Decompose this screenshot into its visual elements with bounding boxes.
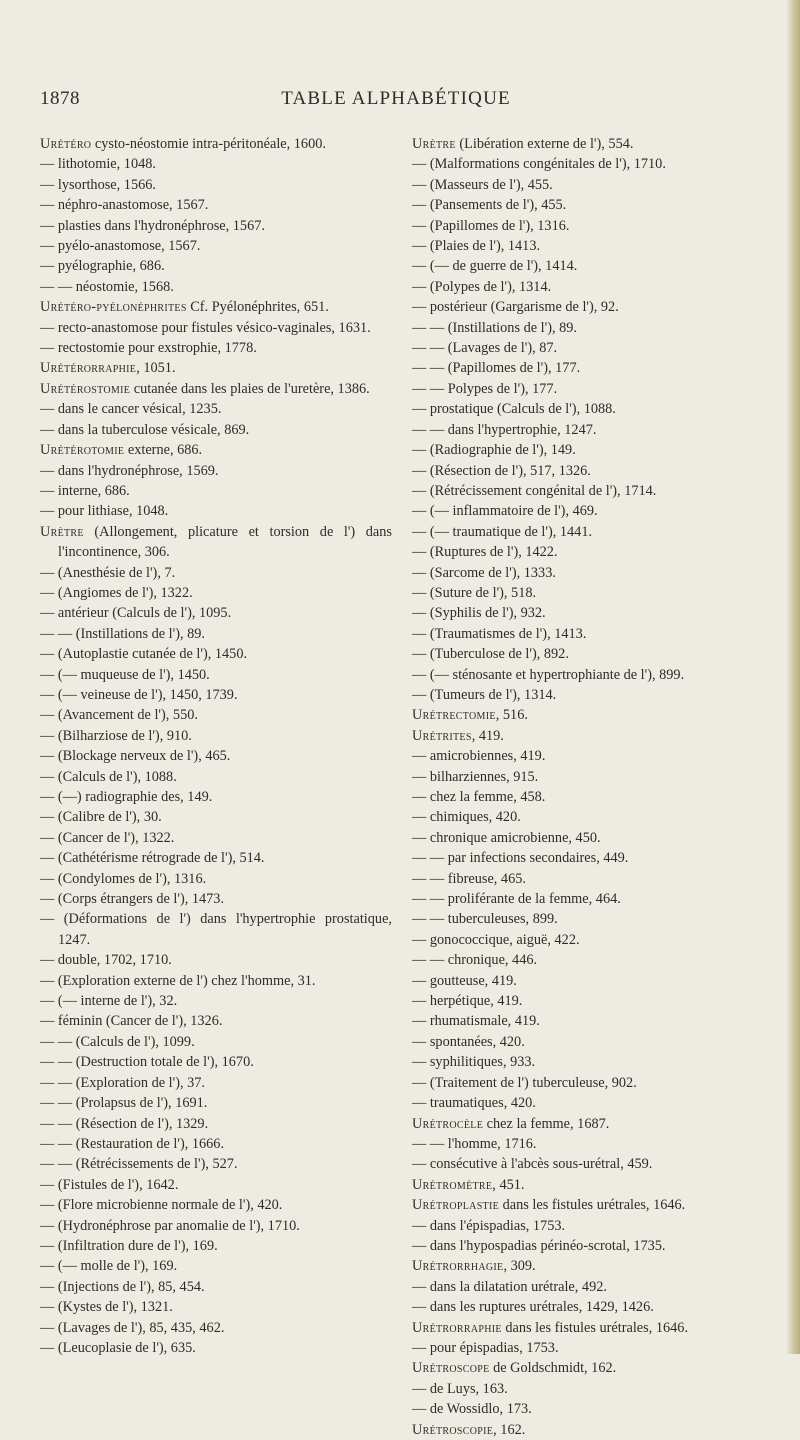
entry-text: — (Kystes de l'), 1321.	[40, 1299, 173, 1316]
entry-text: — (Injections de l'), 85, 454.	[40, 1278, 205, 1295]
index-entry	[40, 746, 392, 766]
index-entry	[412, 1154, 767, 1174]
index-entry	[40, 1277, 392, 1297]
index-entry	[40, 767, 392, 787]
entry-text: dans les fistules urétrales, 1646.	[499, 1197, 686, 1214]
index-entry	[412, 685, 767, 705]
entry-headword: Urétroscopie	[412, 1421, 494, 1438]
page-header	[40, 88, 752, 116]
index-entry	[412, 1399, 767, 1419]
entry-text: — — (Restauration de l'), 1666.	[40, 1135, 225, 1152]
index-entry	[412, 1277, 767, 1297]
index-entry	[40, 991, 392, 1011]
index-entry	[412, 991, 767, 1011]
index-entry	[412, 787, 767, 807]
entry-text: — — l'homme, 1716.	[412, 1135, 537, 1152]
entry-text: — — par infections secondaires, 449.	[412, 850, 629, 867]
entry-text: , 162.	[493, 1421, 526, 1438]
entry-headword: Urétérostomie	[40, 380, 131, 397]
index-entry	[40, 1175, 392, 1195]
entry-text: — gonococcique, aiguë, 422.	[412, 931, 580, 948]
entry-text: — (— traumatique de l'), 1441.	[412, 523, 593, 540]
entry-text: — — Polypes de l'), 177.	[412, 380, 558, 397]
entry-headword: Urètre	[40, 523, 84, 540]
entry-text: — (Déformations de l') dans l'hypertrophie prostatique, 1247.	[40, 911, 392, 948]
entry-text: — (— molle de l'), 169.	[40, 1258, 178, 1275]
entry-text: — dans la tuberculose vésicale, 869.	[40, 421, 250, 438]
index-entry	[40, 277, 392, 297]
index-entry	[412, 583, 767, 603]
entry-text: — (Fistules de l'), 1642.	[40, 1176, 179, 1193]
entry-text: , 309.	[503, 1258, 536, 1275]
entry-text: — (Résection de l'), 517, 1326.	[412, 462, 591, 479]
index-entry	[412, 1114, 767, 1134]
entry-text: cysto-néostomie intra-péritonéale, 1600.	[91, 136, 326, 152]
entry-text: — (Sarcome de l'), 1333.	[412, 564, 556, 581]
entry-text: — (Flore microbienne normale de l'), 420.	[40, 1197, 283, 1214]
index-entry	[40, 1216, 392, 1236]
entry-headword: Urétrites	[412, 727, 472, 744]
entry-text: — dans la dilatation urétrale, 492.	[412, 1278, 607, 1295]
index-entry	[412, 705, 767, 725]
entry-text: — (Condylomes de l'), 1316.	[40, 870, 207, 887]
entry-text: — — (Calculs de l'), 1099.	[40, 1033, 195, 1050]
index-entry	[40, 195, 392, 215]
index-entry	[40, 1011, 392, 1031]
entry-text: — rectostomie pour exstrophie, 1778.	[40, 340, 257, 357]
index-entry	[40, 420, 392, 440]
index-entry	[40, 787, 392, 807]
index-entry	[40, 440, 392, 460]
entry-text: — traumatiques, 420.	[412, 1095, 536, 1112]
entry-text: — (—) radiographie des, 149.	[40, 789, 213, 805]
index-entry	[40, 1114, 392, 1134]
index-entry	[40, 216, 392, 236]
entry-text: — (Masseurs de l'), 455.	[412, 176, 553, 193]
index-entry	[40, 1032, 392, 1052]
entry-text: — (Papillomes de l'), 1316.	[412, 217, 570, 234]
index-entry	[412, 522, 767, 542]
index-entry	[40, 1236, 392, 1256]
entry-text: — (Leucoplasie de l'), 635.	[40, 1339, 196, 1356]
entry-text: — chez la femme, 458.	[412, 789, 546, 805]
index-entry	[412, 338, 767, 358]
entry-text: — — fibreuse, 465.	[412, 870, 526, 887]
index-entry	[412, 1195, 767, 1215]
index-entry	[40, 379, 392, 399]
index-entry	[40, 1318, 392, 1338]
index-entry	[40, 583, 392, 603]
entry-text: — (Suture de l'), 518.	[412, 584, 537, 601]
entry-text: Cf. Pyélonéphrites, 651.	[186, 299, 329, 316]
index-entry	[40, 1338, 392, 1358]
index-entry	[412, 828, 767, 848]
index-entry	[412, 603, 767, 623]
entry-headword: Urétrocèle	[412, 1115, 484, 1132]
index-entry	[412, 746, 767, 766]
entry-text: — (Polypes de l'), 1314.	[412, 278, 552, 295]
index-entry	[412, 236, 767, 256]
index-entry	[40, 705, 392, 725]
index-entry	[40, 685, 392, 705]
entry-headword: Urétrorrhagie	[412, 1258, 504, 1275]
index-entry	[40, 1052, 392, 1072]
entry-text: — (Tumeurs de l'), 1314.	[412, 686, 557, 703]
entry-text: de Goldschmidt, 162.	[489, 1360, 617, 1377]
entry-text: — — (Rétrécissements de l'), 527.	[40, 1156, 238, 1173]
entry-headword: Urétromètre	[412, 1176, 493, 1193]
index-entry	[40, 909, 392, 950]
entry-text: — — néostomie, 1568.	[40, 278, 174, 295]
entry-text: chez la femme, 1687.	[483, 1115, 610, 1132]
entry-text: — (Cancer de l'), 1322.	[40, 829, 175, 846]
index-entry	[412, 256, 767, 276]
entry-text: — syphilitiques, 933.	[412, 1054, 536, 1071]
entry-text: — — tuberculeuses, 899.	[412, 911, 558, 928]
index-entry	[40, 1195, 392, 1215]
index-entry	[40, 869, 392, 889]
entry-text: — (Angiomes de l'), 1322.	[40, 584, 193, 601]
index-entry	[40, 603, 392, 623]
entry-text: — pour épispadias, 1753.	[412, 1339, 559, 1356]
index-entry	[412, 848, 767, 868]
index-entry	[412, 501, 767, 521]
index-entry	[40, 501, 392, 521]
entry-text: — amicrobiennes, 419.	[412, 748, 546, 765]
index-entry	[412, 1052, 767, 1072]
index-entry	[40, 154, 392, 174]
index-entry	[40, 1256, 392, 1276]
index-entry	[412, 1032, 767, 1052]
entry-text: — plasties dans l'hydronéphrose, 1567.	[40, 217, 265, 234]
entry-text: (Libération externe de l'), 554.	[455, 136, 634, 152]
entry-text: — (Malformations congénitales de l'), 1710.	[412, 156, 666, 173]
entry-text: , 516.	[495, 707, 528, 724]
index-entry	[412, 807, 767, 827]
entry-text: — (— muqueuse de l'), 1450.	[40, 666, 210, 683]
index-entry	[412, 767, 767, 787]
entry-text: dans les fistules urétrales, 1646.	[501, 1319, 689, 1336]
entry-headword: Urètre	[412, 136, 456, 152]
entry-headword: Urétérorraphie	[40, 360, 137, 377]
index-entry	[40, 807, 392, 827]
entry-text: — chimiques, 420.	[412, 809, 521, 826]
entry-text: — bilharziennes, 915.	[412, 768, 539, 785]
index-entry	[40, 338, 392, 358]
entry-text: — spontanées, 420.	[412, 1033, 525, 1050]
entry-text: — herpétique, 419.	[412, 993, 523, 1010]
index-entry	[412, 1338, 767, 1358]
index-entry	[412, 1134, 767, 1154]
index-entry	[40, 461, 392, 481]
entry-text: — (Bilharziose de l'), 910.	[40, 727, 192, 744]
entry-text: — (Radiographie de l'), 149.	[412, 442, 576, 459]
entry-text: — (Avancement de l'), 550.	[40, 707, 198, 724]
entry-text: — antérieur (Calculs de l'), 1095.	[40, 605, 232, 622]
entry-text: — (Rétrécissement congénital de l'), 1714.	[412, 482, 657, 499]
index-entry	[40, 950, 392, 970]
index-entry	[412, 624, 767, 644]
entry-text: — lysorthose, 1566.	[40, 176, 156, 193]
entry-text: — (Corps étrangers de l'), 1473.	[40, 891, 225, 908]
index-entry	[40, 726, 392, 746]
entry-text: — (— veineuse de l'), 1450, 1739.	[40, 686, 238, 703]
index-entry	[412, 971, 767, 991]
entry-text: — (Infiltration dure de l'), 169.	[40, 1237, 218, 1254]
entry-text: , 419.	[471, 727, 504, 744]
entry-text: — (Plaies de l'), 1413.	[412, 238, 541, 255]
index-entry	[40, 848, 392, 868]
index-entry	[412, 1216, 767, 1236]
entry-text: — dans les ruptures urétrales, 1429, 1426.	[412, 1299, 654, 1316]
index-entry	[412, 889, 767, 909]
entry-text: — (Blockage nerveux de l'), 465.	[40, 748, 231, 765]
entry-text: — lithotomie, 1048.	[40, 156, 156, 173]
entry-text: — — (Résection de l'), 1329.	[40, 1115, 209, 1132]
page-number: 1878	[40, 88, 80, 109]
entry-text: — pour lithiase, 1048.	[40, 503, 169, 520]
index-column-left	[40, 134, 392, 1358]
entry-text: — dans l'hypospadias périnéo-scrotal, 1735.	[412, 1237, 666, 1254]
entry-text: , 451.	[492, 1176, 525, 1193]
index-entry	[412, 1236, 767, 1256]
index-column-right	[412, 134, 767, 1440]
index-entry	[40, 522, 392, 563]
entry-text: — (— sténosante et hypertrophiante de l'), 899.	[412, 666, 685, 683]
index-entry	[40, 644, 392, 664]
index-entry	[40, 134, 392, 154]
entry-text: — — dans l'hypertrophie, 1247.	[412, 421, 597, 438]
entry-text: — néphro-anastomose, 1567.	[40, 197, 209, 214]
index-entry	[40, 563, 392, 583]
entry-text: — double, 1702, 1710.	[40, 952, 172, 969]
index-entry	[412, 175, 767, 195]
index-entry	[412, 481, 767, 501]
entry-text: — pyélographie, 686.	[40, 258, 165, 275]
index-entry	[412, 1358, 767, 1378]
entry-text: — prostatique (Calculs de l'), 1088.	[412, 401, 616, 418]
entry-text: — — (Papillomes de l'), 177.	[412, 360, 581, 377]
index-entry	[412, 1093, 767, 1113]
index-entry	[412, 358, 767, 378]
entry-text: — (Pansements de l'), 455.	[412, 197, 567, 214]
index-entry	[40, 1154, 392, 1174]
index-entry	[40, 256, 392, 276]
index-entry	[40, 665, 392, 685]
entry-text: — (Ruptures de l'), 1422.	[412, 544, 558, 561]
entry-text: — goutteuse, 419.	[412, 972, 517, 989]
index-entry	[412, 420, 767, 440]
entry-text: — dans l'épispadias, 1753.	[412, 1217, 566, 1234]
index-entry	[412, 399, 767, 419]
entry-text: — — (Exploration de l'), 37.	[40, 1074, 205, 1091]
entry-text: — (— inflammatoire de l'), 469.	[412, 503, 598, 520]
index-entry	[412, 1256, 767, 1276]
index-entry	[40, 828, 392, 848]
entry-headword: Urétéro-pyélonéphrites	[40, 299, 187, 316]
index-entry	[412, 379, 767, 399]
index-entry	[412, 909, 767, 929]
entry-text: — pyélo-anastomose, 1567.	[40, 238, 201, 255]
index-entry	[412, 195, 767, 215]
entry-text: — (Cathétérisme rétrograde de l'), 514.	[40, 850, 265, 867]
entry-text: — dans l'hydronéphrose, 1569.	[40, 462, 219, 479]
entry-headword: Urétrorraphie	[412, 1319, 502, 1336]
index-entry	[40, 1093, 392, 1113]
index-entry	[412, 277, 767, 297]
entry-text: — (Traitement de l') tuberculeuse, 902.	[412, 1074, 637, 1091]
entry-text: — consécutive à l'abcès sous-urétral, 459.	[412, 1156, 653, 1173]
index-entry	[412, 563, 767, 583]
entry-text: — interne, 686.	[40, 482, 130, 499]
index-entry	[412, 869, 767, 889]
index-entry	[412, 461, 767, 481]
entry-text: — rhumatismale, 419.	[412, 1013, 540, 1030]
index-entry	[40, 175, 392, 195]
entry-text: — (Exploration externe de l') chez l'homme, 31.	[40, 972, 316, 989]
entry-text: — — (Prolapsus de l'), 1691.	[40, 1095, 208, 1112]
entry-text: — recto-anastomose pour fistules vésico-vaginales, 1631.	[40, 319, 371, 336]
entry-headword: Urétérotomie	[40, 442, 125, 459]
entry-text: — (Hydronéphrose par anomalie de l'), 1710.	[40, 1217, 300, 1234]
entry-text: — chronique amicrobienne, 450.	[412, 829, 601, 846]
entry-headword: Urétéro	[40, 136, 92, 152]
entry-text: — (Calibre de l'), 30.	[40, 809, 162, 826]
index-entry	[40, 1073, 392, 1093]
entry-text: — (Lavages de l'), 85, 435, 462.	[40, 1319, 225, 1336]
entry-text: — — proliférante de la femme, 464.	[412, 891, 621, 908]
entry-text: — (Autoplastie cutanée de l'), 1450.	[40, 646, 248, 663]
index-entry	[412, 1011, 767, 1031]
entry-text: (Allongement, plicature et torsion de l') dans l'incontinence, 306.	[58, 523, 392, 561]
index-entry	[412, 644, 767, 664]
index-entry	[40, 358, 392, 378]
index-entry	[412, 216, 767, 236]
index-entry	[412, 1073, 767, 1093]
entry-text: — postérieur (Gargarisme de l'), 92.	[412, 299, 619, 316]
entry-text: — (— interne de l'), 32.	[40, 993, 178, 1010]
entry-text: , 1051.	[136, 360, 176, 377]
entry-text: — (Syphilis de l'), 932.	[412, 605, 546, 622]
index-entry	[412, 1420, 767, 1440]
index-entry	[412, 440, 767, 460]
index-entry	[412, 1297, 767, 1317]
index-entry	[412, 297, 767, 317]
index-entry	[412, 930, 767, 950]
entry-text: — (Calculs de l'), 1088.	[40, 768, 177, 785]
entry-text: — dans le cancer vésical, 1235.	[40, 401, 222, 418]
index-entry	[40, 481, 392, 501]
index-entry	[412, 726, 767, 746]
index-entry	[40, 1134, 392, 1154]
index-entry	[412, 1175, 767, 1195]
index-entry	[40, 236, 392, 256]
index-entry	[412, 542, 767, 562]
index-entry	[412, 134, 767, 154]
entry-text: externe, 686.	[124, 442, 203, 459]
entry-text: cutanée dans les plaies de l'uretère, 1386.	[130, 380, 370, 397]
running-title: TABLE ALPHABÉTIQUE	[281, 88, 511, 109]
entry-text: — de Luys, 163.	[412, 1380, 508, 1397]
entry-text: — — (Destruction totale de l'), 1670.	[40, 1054, 254, 1071]
index-entry	[412, 950, 767, 970]
entry-text: — — chronique, 446.	[412, 952, 538, 969]
index-entry	[40, 971, 392, 991]
index-entry	[40, 318, 392, 338]
index-entry	[412, 665, 767, 685]
entry-text: — (Traumatismes de l'), 1413.	[412, 625, 587, 642]
entry-headword: Urétroscope	[412, 1360, 490, 1377]
entry-headword: Urétrectomie	[412, 707, 496, 724]
index-entry	[412, 318, 767, 338]
index-entry	[412, 1379, 767, 1399]
entry-text: — féminin (Cancer de l'), 1326.	[40, 1013, 223, 1030]
index-entry	[412, 154, 767, 174]
entry-headword: Urétroplastie	[412, 1197, 500, 1214]
index-entry	[40, 399, 392, 419]
entry-text: — — (Instillations de l'), 89.	[412, 319, 577, 336]
index-entry	[40, 1297, 392, 1317]
index-entry	[40, 889, 392, 909]
index-entry	[40, 297, 392, 317]
index-entry	[412, 1318, 767, 1338]
entry-text: — (Anesthésie de l'), 7.	[40, 564, 176, 581]
entry-text: — — (Lavages de l'), 87.	[412, 340, 558, 357]
entry-text: — de Wossidlo, 173.	[412, 1401, 532, 1418]
index-entry	[40, 624, 392, 644]
page-edge	[786, 0, 800, 1354]
entry-text: — — (Instillations de l'), 89.	[40, 625, 205, 642]
entry-text: — (— de guerre de l'), 1414.	[412, 258, 578, 275]
entry-text: — (Tuberculose de l'), 892.	[412, 646, 569, 663]
